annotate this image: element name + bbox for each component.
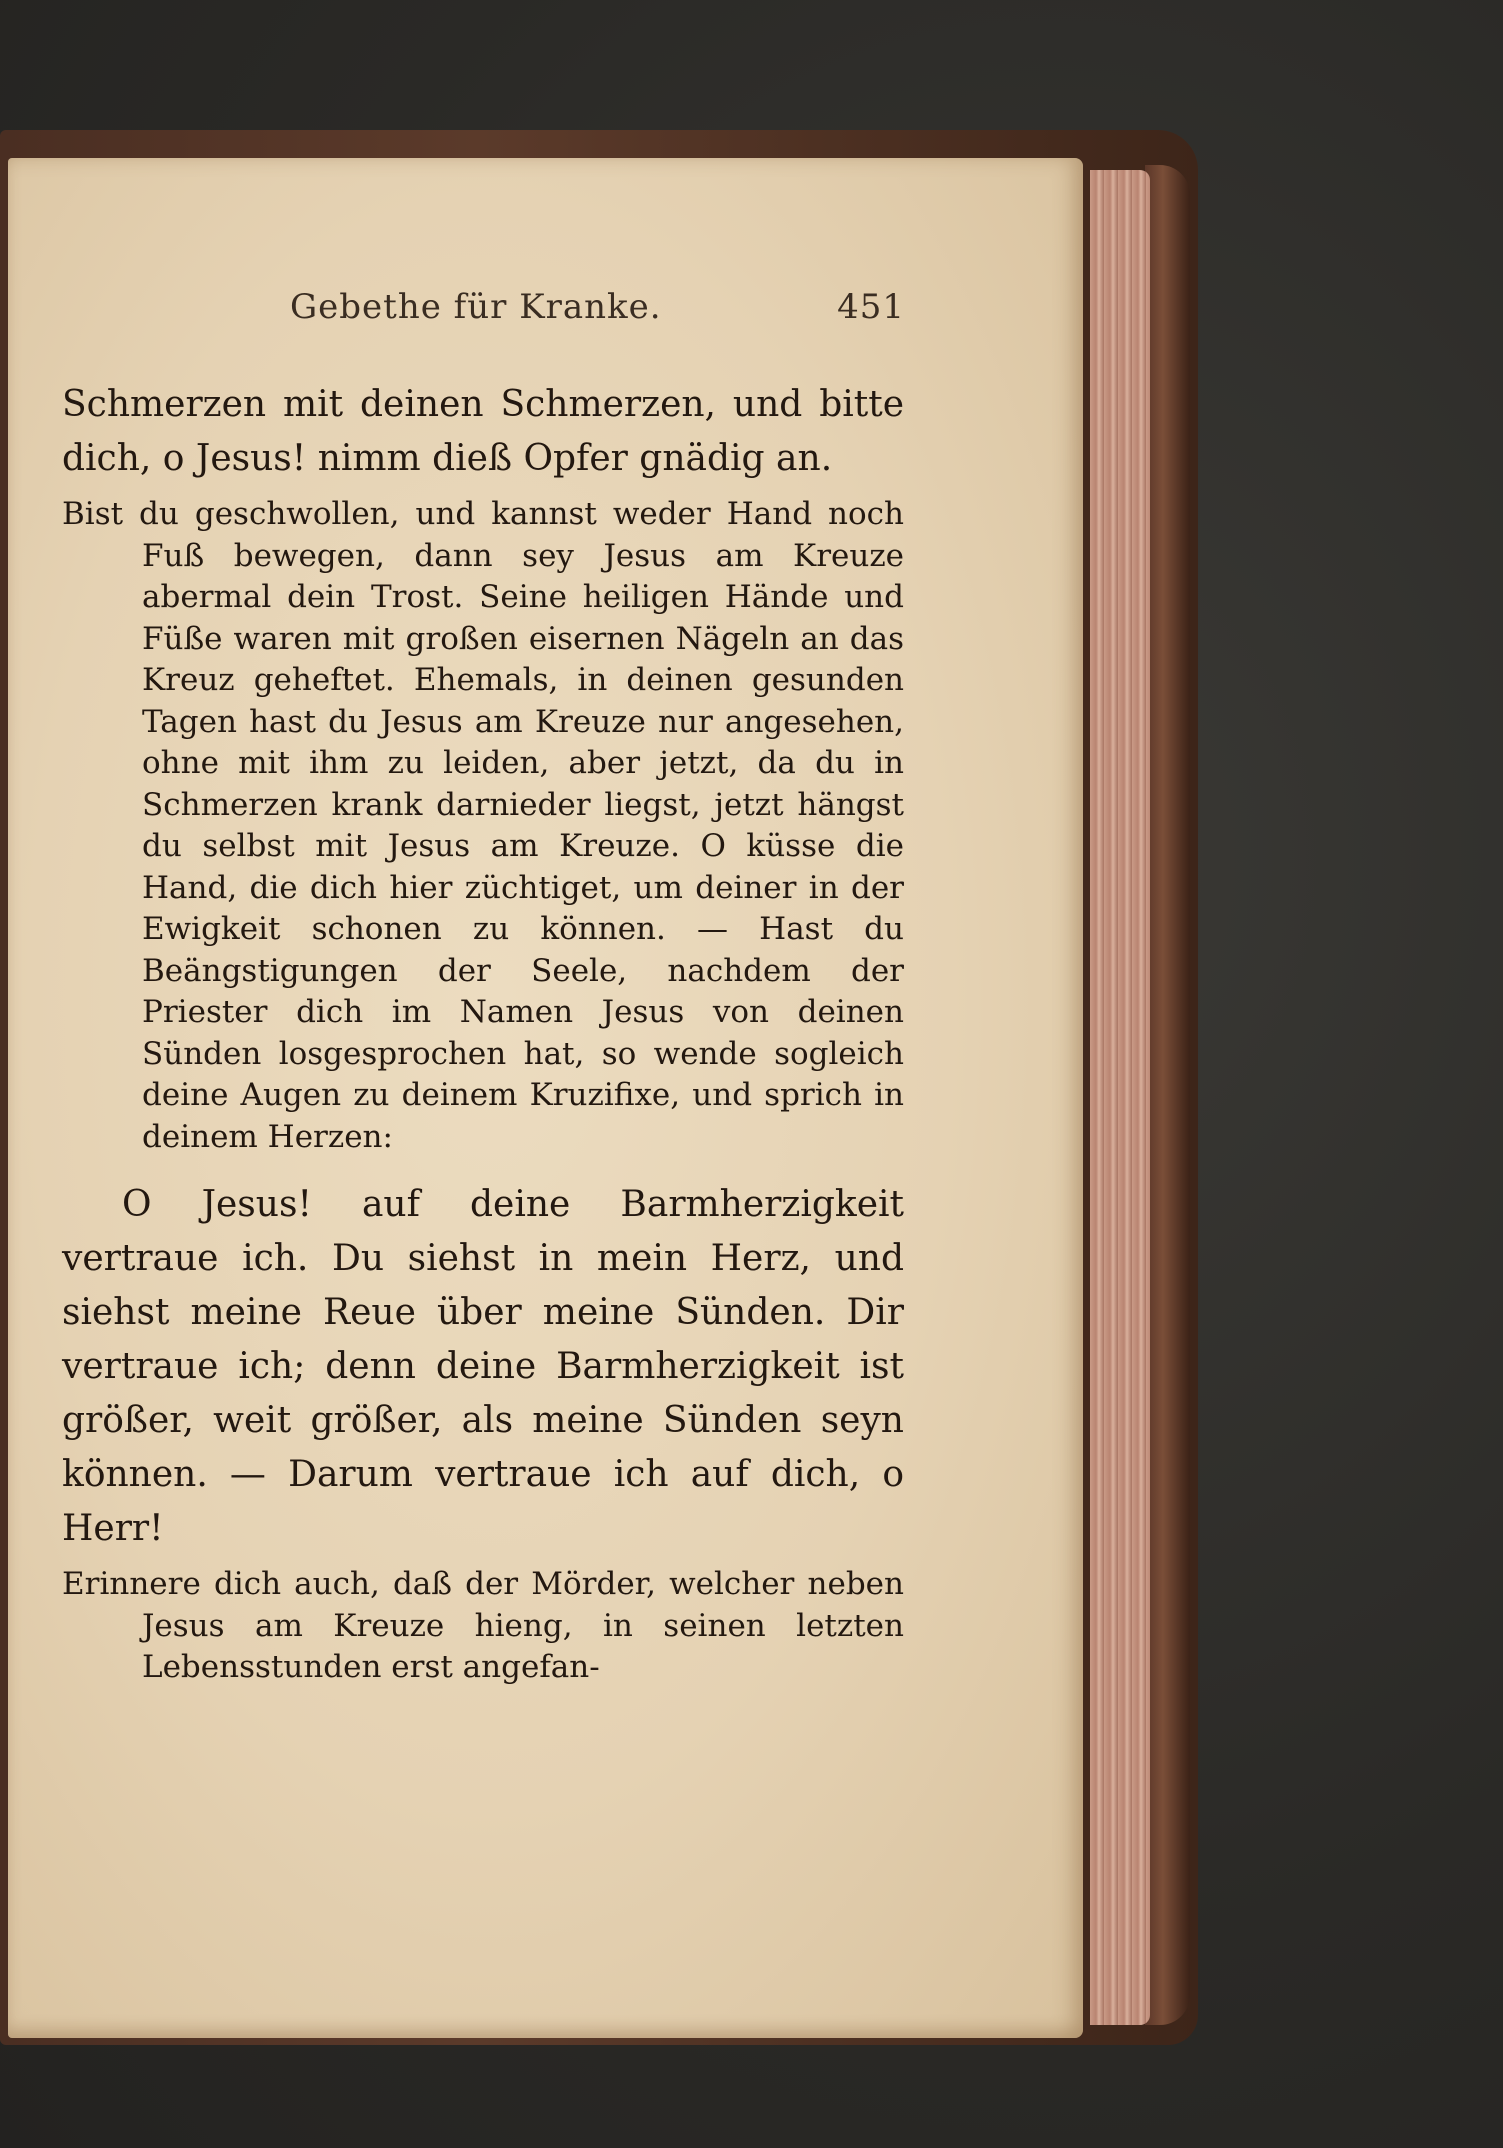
paragraph-instruction-swelling: Bist du geschwollen, und kannst weder Hand noch Fuß bewegen, dann sey Jesus am Kreuze abermal dein Trost. Seine heiligen Hände und Füße waren mit großen eisernen Nägeln an das Kreuz geheftet. Ehemals, in deinen gesunden Tagen hast du Jesus am Kreuze nur angesehen, ohne mit ihm zu leiden, aber jetzt, da du in Schmerzen krank darnieder liegst, jetzt hängst du selbst mit Jesus am Kreuze. O küsse die Hand, die dich hier züchtiget, um deiner in der Ewigkeit schonen zu können. — Hast du Beängstigungen der Seele, nachdem der Priester dich im Namen Jesus von deinen Sünden losgesprochen hat, so wende sogleich deine Augen zu deinem Kruzifixe, und sprich in deinem Herzen: — [62, 496, 904, 1155]
paragraph-continuation: Schmerzen mit deinen Schmerzen, und bitte dich, o Jesus! nimm dieß Opfer gnädig an. — [62, 384, 904, 479]
paragraph-instruction-thief: Erinnere dich auch, daß der Mörder, welcher neben Jesus am Kreuze hieng, in seinen letzten Lebensstunden erst angefan- — [62, 1566, 904, 1685]
page-number: 451 — [837, 287, 905, 327]
page-edges — [1090, 170, 1150, 2025]
running-title: Gebethe für Kranke. — [290, 287, 662, 327]
page-body — [62, 378, 904, 1689]
book-spine-rim — [1145, 165, 1190, 2025]
paragraph-prayer: O Jesus! auf deine Barmherzigkeit vertraue ich. Du siehst in mein Herz, und siehst meine Reue über meine Sünden. Dir vertraue ich; denn deine Barmherzigkeit ist größer, weit größer, als meine Sünden seyn können. — Darum vertraue ich auf dich, o Herr! — [62, 1184, 904, 1549]
running-head — [290, 287, 905, 337]
